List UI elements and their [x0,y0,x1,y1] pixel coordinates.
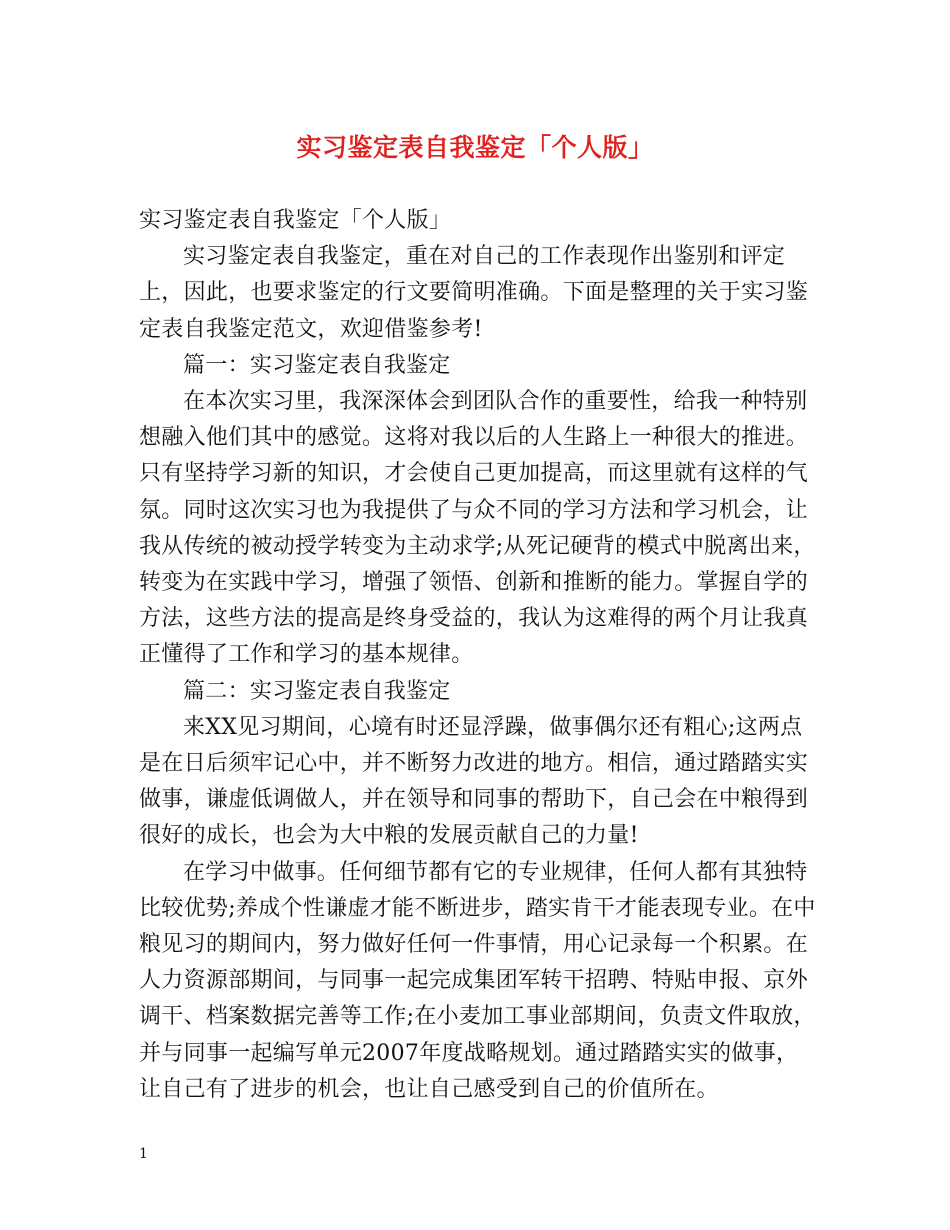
page-title: 实习鉴定表自我鉴定「个人版」 [296,133,654,162]
paragraph-intro: 实习鉴定表自我鉴定，重在对自己的工作表现作出鉴别和评定上，因此，也要求鉴定的行文要简明准确。下面是整理的关于实习鉴定表自我鉴定范文，欢迎借鉴参考! [139,244,809,342]
paragraph-heading: 实习鉴定表自我鉴定「个人版」 [139,208,452,233]
paragraph-part-two-a: 来XX见习期间，心境有时还显浮躁，做事偶尔还有粗心;这两点是在日后须牢记心中，并不断努力改进的地方。相信，通过踏踏实实做事，谦虚低调做人，并在领导和同事的帮助下，自己会在中粮得到很好的成长，也会为大中粮的发展贡献自己的力量! [139,714,809,849]
section-heading-part-two: 篇二：实习鉴定表自我鉴定 [183,678,451,704]
section-heading-part-one: 篇一：实习鉴定表自我鉴定 [183,352,451,378]
page-number: 1 [139,1146,148,1162]
paragraph-part-one: 在本次实习里，我深深体会到团队合作的重要性，给我一种特别想融入他们其中的感觉。这将对我以后的人生路上一种很大的推进。只有坚持学习新的知识，才会使自己更加提高，而这里就有这样的气氛。同时这次实习也为我提供了与众不同的学习方法和学习机会，让我从传统的被动授学转变为主动求学;从死记硬背的模式中脱离出来，转变为在实践中学习，增强了领悟、创新和推断的能力。掌握自学的方法，这些方法的提高是终身受益的，我认为这难得的两个月让我真正懂得了工作和学习的基本规律。 [139,389,816,668]
paragraph-part-two-b: 在学习中做事。任何细节都有它的专业规律，任何人都有其独特比较优势;养成个性谦虚才能不断进步，踏实肯干才能表现专业。在中粮见习的期间内，努力做好任何一件事情，用心记录每一个积累。在人力资源部期间，与同事一起完成集团军转干招聘、特贴申报、京外调干、档案数据完善等工作;在小麦加工事业部期间，负责文件取放，并与同事一起编写单元2007年度战略规划。通过踏踏实实的做事，让自己有了进步的机会，也让自己感受到自己的价值所在。 [139,859,816,1102]
document-body [139,203,817,1108]
